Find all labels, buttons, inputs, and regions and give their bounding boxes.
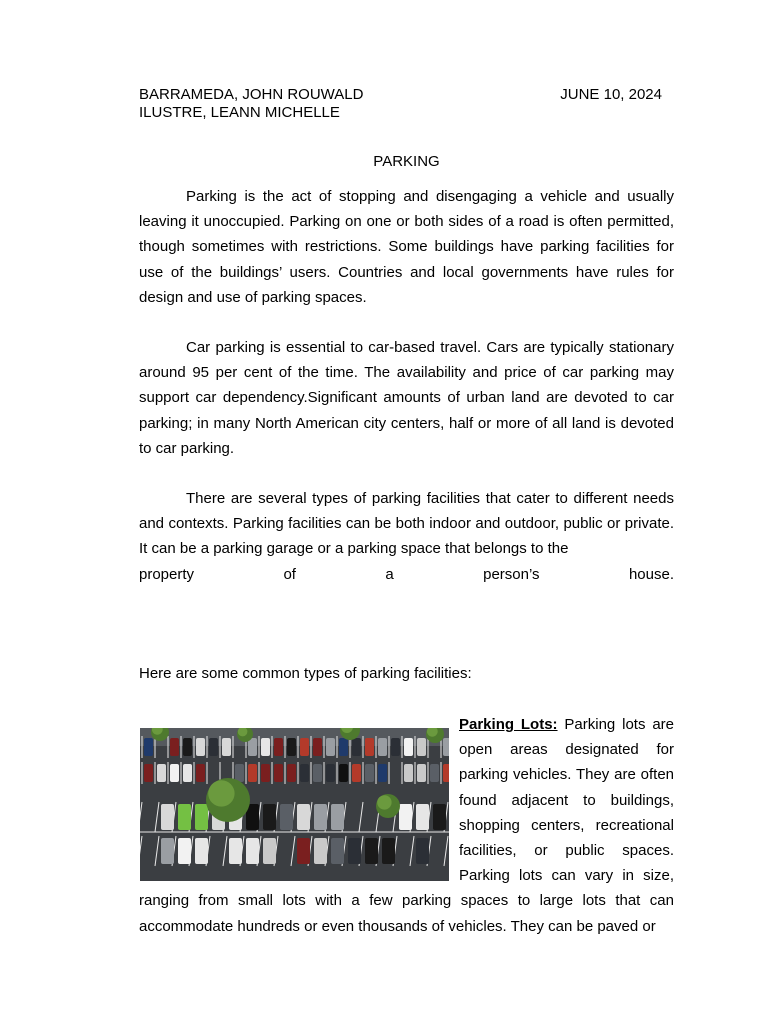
parked-car xyxy=(314,804,327,830)
parking-lots-heading: Parking Lots: xyxy=(459,716,558,733)
parked-car xyxy=(209,738,218,756)
parked-car xyxy=(274,738,283,756)
last-line-word: a xyxy=(385,565,394,583)
intro-list-text: Here are some common types of parking facilities: xyxy=(139,665,472,682)
last-line-word: of xyxy=(283,565,296,583)
parked-car xyxy=(144,738,153,756)
parked-car xyxy=(331,804,344,830)
parked-car xyxy=(248,764,257,782)
parked-car xyxy=(404,738,413,756)
parked-car xyxy=(274,764,283,782)
parked-car xyxy=(430,764,439,782)
parked-car xyxy=(161,804,174,830)
paragraph-1 xyxy=(139,184,674,310)
parked-car xyxy=(183,738,192,756)
parked-car xyxy=(365,838,378,864)
parked-car xyxy=(178,804,191,830)
tree xyxy=(377,795,391,809)
paragraph-2-text: Car parking is essential to car-based travel. Cars are typically stationary around 95 per cent of the time. The availability and price of car parking may support car dependency.Significant amounts of urban land are devoted to car parking; in many North American city centers, half or more of all land is devoted to car parking. xyxy=(139,339,674,457)
parked-car xyxy=(196,738,205,756)
parking-lots-text: Parking lots are open areas designated for parking vehicles. They are often found adjacent to buildings, shopping centers, recreational facilities, or public spaces. Parking lots can vary in size, ranging from small lots with a few parking spaces to large lots that can accommodate hundreds or even thousands of vehicles. They can be paved or xyxy=(139,716,674,935)
author-block xyxy=(139,86,363,121)
parked-car xyxy=(261,764,270,782)
parked-car xyxy=(352,764,361,782)
paragraph-3-text: There are several types of parking facilities that cater to different needs and contexts. Parking facilities can be both indoor and outdoor, public or private. It can be a parking garage or a parking space that belongs to the xyxy=(139,490,674,558)
parked-car xyxy=(222,738,231,756)
parked-car xyxy=(378,764,387,782)
parked-car xyxy=(297,804,310,830)
parked-car xyxy=(263,804,276,830)
aerial-parking-lot-image xyxy=(140,728,449,881)
author-name-1: BARRAMEDA, JOHN ROUWALD xyxy=(139,86,364,103)
parked-car xyxy=(280,804,293,830)
parked-car xyxy=(404,764,413,782)
document-date: JUNE 10, 2024 xyxy=(560,86,662,103)
parked-car xyxy=(144,764,153,782)
parked-car xyxy=(246,838,259,864)
parked-car xyxy=(263,838,276,864)
last-line-word: person’s xyxy=(483,565,540,583)
paragraph-3-last-line xyxy=(139,562,674,587)
parked-car xyxy=(300,738,309,756)
parked-car xyxy=(229,838,242,864)
parked-car xyxy=(170,738,179,756)
parked-car xyxy=(391,738,400,756)
document-title: PARKING xyxy=(373,153,440,170)
author-name-2: ILUSTRE, LEANN MICHELLE xyxy=(139,103,340,121)
tree xyxy=(208,780,234,806)
parked-car xyxy=(416,804,429,830)
parked-car xyxy=(416,838,429,864)
parked-car xyxy=(183,764,192,782)
last-line-word: property xyxy=(139,565,195,583)
parked-car xyxy=(326,738,335,756)
parked-car xyxy=(178,838,191,864)
parked-car xyxy=(365,738,374,756)
parked-car xyxy=(161,838,174,864)
parked-car xyxy=(196,764,205,782)
parked-car xyxy=(348,838,361,864)
paragraph-2 xyxy=(139,335,674,461)
parked-car xyxy=(170,764,179,782)
parked-car xyxy=(195,804,208,830)
parked-car xyxy=(313,764,322,782)
parked-car xyxy=(352,738,361,756)
parked-car xyxy=(417,738,426,756)
last-line-word: house. xyxy=(628,565,674,583)
parked-car xyxy=(235,764,244,782)
paragraph-1-text: Parking is the act of stopping and disengaging a vehicle and usually leaving it unoccupied. Parking on one or both sides of a road is often permitted, though sometimes with restrictions. Some buildings have parking facilities for use of the buildings’ users. Countries and local governments have rules for design and use of parking spaces. xyxy=(139,188,674,306)
parked-car xyxy=(417,764,426,782)
parked-car xyxy=(378,738,387,756)
parked-car xyxy=(313,738,322,756)
parked-car xyxy=(195,838,208,864)
parked-car xyxy=(433,804,446,830)
parked-car xyxy=(157,764,166,782)
parked-car xyxy=(287,738,296,756)
parked-car xyxy=(443,738,449,756)
parked-car xyxy=(365,764,374,782)
parking-lot-photo xyxy=(140,728,449,881)
parked-car xyxy=(300,764,309,782)
parked-car xyxy=(443,764,449,782)
paragraph-3 xyxy=(139,486,674,587)
parked-car xyxy=(339,738,348,756)
parked-car xyxy=(261,738,270,756)
parked-car xyxy=(399,804,412,830)
parked-car xyxy=(382,838,395,864)
parked-car xyxy=(331,838,344,864)
parked-car xyxy=(287,764,296,782)
parked-car xyxy=(339,764,348,782)
parked-car xyxy=(297,838,310,864)
parking-lots-section xyxy=(139,712,674,939)
parked-car xyxy=(326,764,335,782)
parked-car xyxy=(314,838,327,864)
